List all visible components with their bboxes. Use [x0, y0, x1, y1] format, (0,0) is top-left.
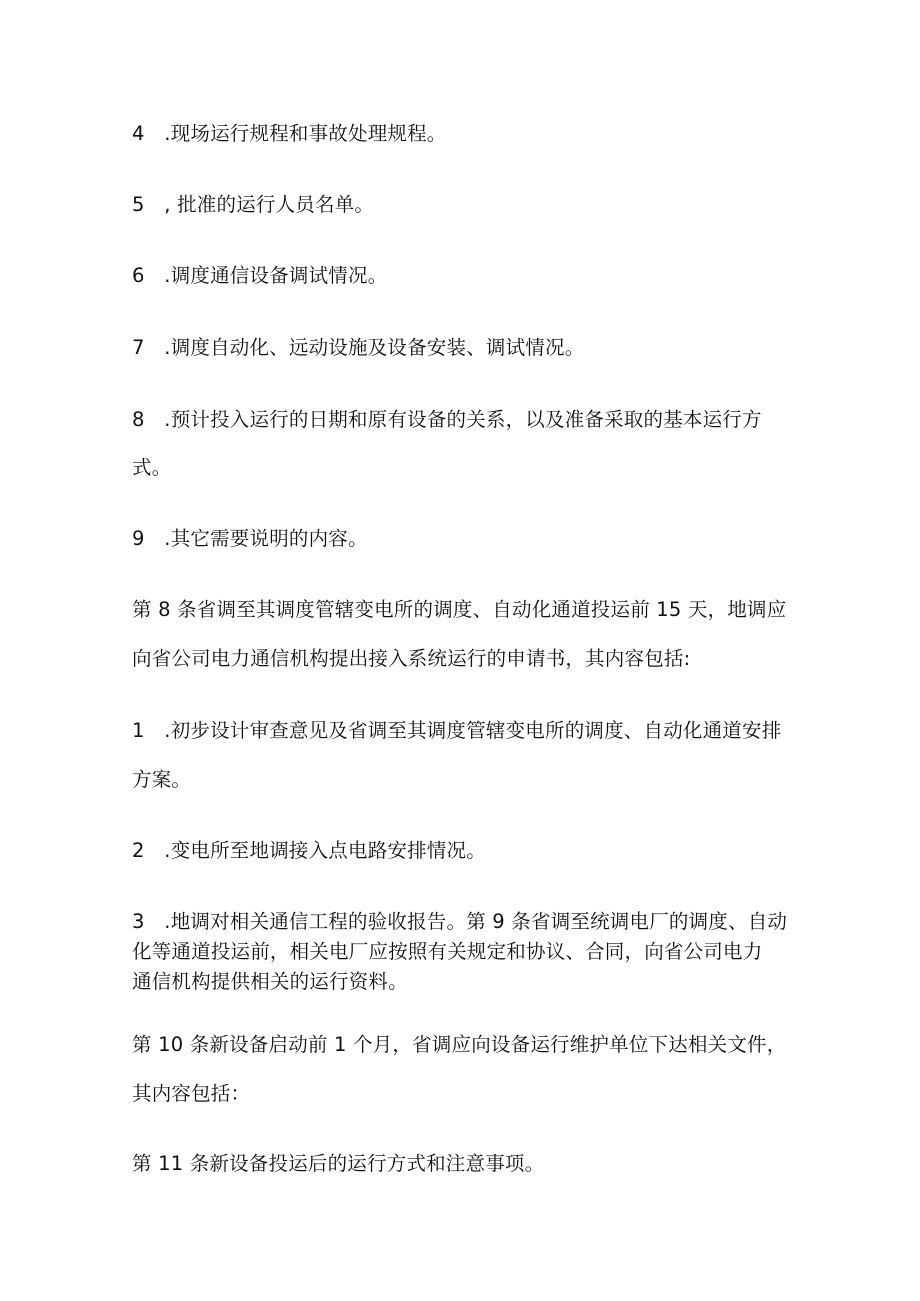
- list-item-4: 4 .现场运行规程和事故处理规程。: [132, 122, 447, 145]
- list-item-8-continued: 式。: [132, 456, 172, 479]
- list-item-9: 9 .其它需要说明的内容。: [132, 527, 368, 550]
- article-8-line-2: 向省公司电力通信机构提出接入系统运行的申请书，其内容包括:: [132, 647, 691, 670]
- article-11: 第 11 条新设备投运后的运行方式和注意事项。: [132, 1152, 545, 1175]
- list-item-3-line-3: 通信机构提供相关的运行资料。: [132, 970, 408, 993]
- article-8-line-1: 第 8 条省调至其调度管辖变电所的调度、自动化通道投运前 15 天，地调应: [132, 598, 787, 621]
- list-item-1: 1 .初步设计审查意见及省调至其调度管辖变电所的调度、自动化通道安排: [132, 719, 782, 742]
- list-item-8: 8 .预计投入运行的日期和原有设备的关系，以及准备采取的基本运行方: [132, 408, 762, 431]
- list-item-6: 6 .调度通信设备调试情况。: [132, 264, 388, 287]
- list-item-7: 7 .调度自动化、远动设施及设备安装、调试情况。: [132, 336, 585, 359]
- list-item-2: 2 .变电所至地调接入点电路安排情况。: [132, 839, 486, 862]
- list-item-3-line-2: 化等通道投运前，相关电厂应按照有关规定和协议、合同，向省公司电力: [132, 940, 763, 963]
- article-10-line-2: 其内容包括：: [132, 1082, 251, 1105]
- list-item-5: 5 , 批准的运行人员名单。: [132, 193, 375, 216]
- list-item-1-continued: 方案。: [132, 768, 192, 791]
- list-item-3-line-1: 3 .地调对相关通信工程的验收报告。第 9 条省调至统调电厂的调度、自动: [132, 910, 788, 933]
- article-10-line-1: 第 10 条新设备启动前 1 个月，省调应向设备运行维护单位下达相关文件，: [132, 1033, 787, 1056]
